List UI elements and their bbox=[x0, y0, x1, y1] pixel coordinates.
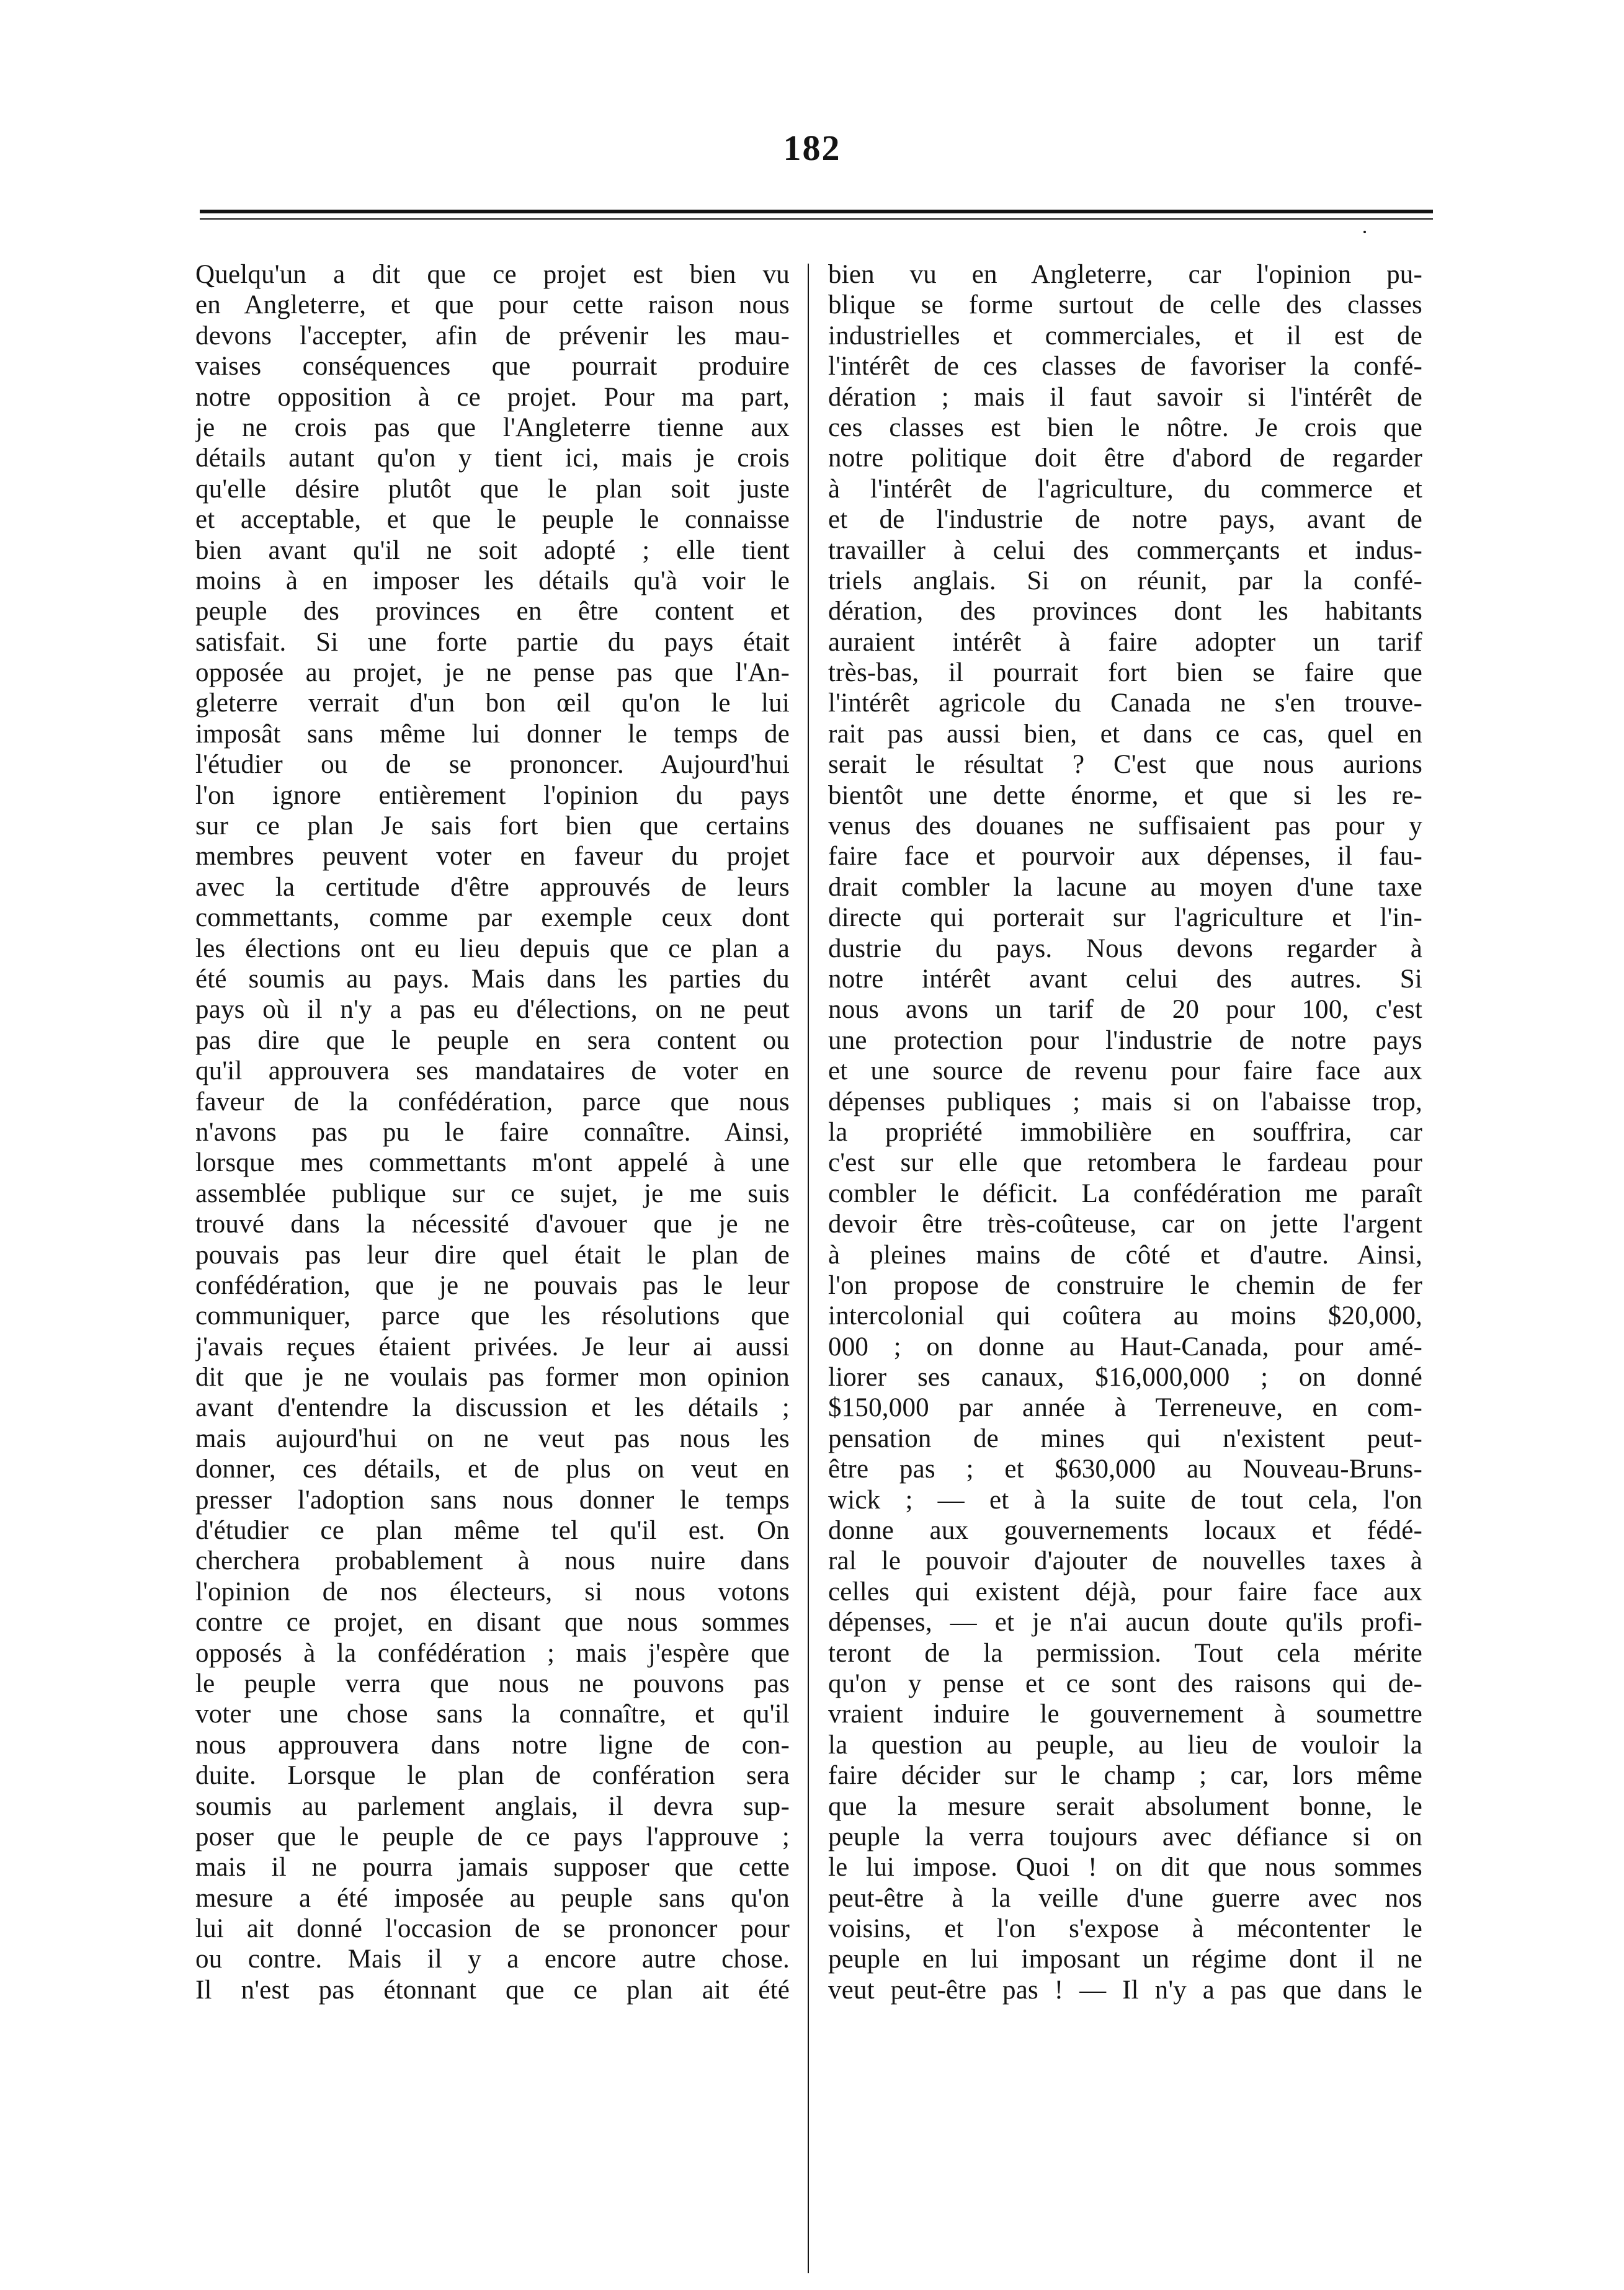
text-line: dit que je ne voulais pas former mon opinion bbox=[195, 1363, 790, 1392]
text-line: notre politique doit être d'abord de regarder bbox=[828, 443, 1422, 473]
text-line: imposât sans même lui donner le temps de bbox=[195, 719, 790, 749]
text-line: membres peuvent voter en faveur du projet bbox=[195, 842, 790, 871]
text-line: dération, des provinces dont les habitants bbox=[828, 597, 1422, 626]
text-line: donner, ces détails, et de plus on veut en bbox=[195, 1455, 790, 1484]
text-line: assemblée publique sur ce sujet, je me suis bbox=[195, 1178, 790, 1208]
text-line: avec la certitude d'être approuvés de leurs bbox=[195, 872, 790, 902]
text-line: pouvais pas leur dire quel était le plan de bbox=[195, 1240, 790, 1270]
text-line: bien avant qu'il ne soit adopté ; elle tient bbox=[195, 535, 790, 565]
text-line: industrielles et commerciales, et il est de bbox=[828, 321, 1422, 350]
text-line: et de l'industrie de notre pays, avant de bbox=[828, 505, 1422, 535]
text-line: opposés à la confédération ; mais j'espère que bbox=[195, 1638, 790, 1668]
text-line: c'est sur elle que retombera le fardeau pour bbox=[828, 1148, 1422, 1178]
text-line: en Angleterre, et que pour cette raison nous bbox=[195, 290, 790, 320]
text-line: faire décider sur le champ ; car, lors même bbox=[828, 1761, 1422, 1791]
text-line: commettants, comme par exemple ceux dont bbox=[195, 903, 790, 933]
text-line: j'avais reçues étaient privées. Je leur ai aussi bbox=[195, 1332, 790, 1361]
text-line: je ne crois pas que l'Angleterre tienne aux bbox=[195, 412, 790, 442]
text-line: auraient intérêt à faire adopter un tarif bbox=[828, 627, 1422, 657]
text-line: communiquer, parce que les résolutions que bbox=[195, 1301, 790, 1331]
text-line: été soumis au pays. Mais dans les parties du bbox=[195, 964, 790, 994]
text-line: le peuple verra que nous ne pouvons pas bbox=[195, 1668, 790, 1698]
text-line: notre opposition à ce projet. Pour ma part, bbox=[195, 382, 790, 412]
text-line: pensation de mines qui n'existent peut- bbox=[828, 1423, 1422, 1453]
text-line: $150,000 par année à Terreneuve, en com- bbox=[828, 1393, 1422, 1423]
text-line: bien vu en Angleterre, car l'opinion pu- bbox=[828, 260, 1422, 289]
text-line: le lui impose. Quoi ! on dit que nous sommes bbox=[828, 1853, 1422, 1882]
text-line: dération ; mais il faut savoir si l'intérêt de bbox=[828, 382, 1422, 412]
text-line: opposée au projet, je ne pense pas que l'An- bbox=[195, 658, 790, 688]
text-line: ral le pouvoir d'ajouter de nouvelles taxes à bbox=[828, 1546, 1422, 1576]
text-line: voter une chose sans la connaître, et qu'il bbox=[195, 1700, 790, 1729]
text-line: veut peut-être pas ! — Il n'y a pas que dans le bbox=[828, 1975, 1422, 2005]
text-line: directe qui porterait sur l'agriculture et l'in- bbox=[828, 903, 1422, 933]
text-line: l'étudier ou de se prononcer. Aujourd'hui bbox=[195, 750, 790, 780]
text-line: serait le résultat ? C'est que nous aurions bbox=[828, 750, 1422, 780]
text-line: la question au peuple, au lieu de vouloir la bbox=[828, 1730, 1422, 1760]
header-mark bbox=[1363, 231, 1366, 233]
text-line: satisfait. Si une forte partie du pays était bbox=[195, 627, 790, 657]
text-line: dépenses, — et je n'ai aucun doute qu'ils profi- bbox=[828, 1608, 1422, 1637]
text-line: qu'on y pense et ce sont des raisons qui de- bbox=[828, 1668, 1422, 1698]
text-line: pays où il n'y a pas eu d'élections, on ne peut bbox=[195, 995, 790, 1025]
header-rule-thin bbox=[200, 218, 1433, 220]
text-line: qu'il approuvera ses mandataires de voter en bbox=[195, 1056, 790, 1086]
text-line: détails autant qu'on y tient ici, mais je crois bbox=[195, 443, 790, 473]
column-divider bbox=[808, 264, 809, 2273]
text-line: voisins, et l'on s'expose à mécontenter le bbox=[828, 1914, 1422, 1944]
text-line: lui ait donné l'occasion de se prononcer pour bbox=[195, 1914, 790, 1944]
text-line: d'étudier ce plan même tel qu'il est. On bbox=[195, 1516, 790, 1546]
text-line: dépenses publiques ; mais si on l'abaisse trop, bbox=[828, 1087, 1422, 1116]
text-line: faveur de la confédération, parce que nous bbox=[195, 1087, 790, 1116]
text-line: cherchera probablement à nous nuire dans bbox=[195, 1546, 790, 1576]
text-line: celles qui existent déjà, pour faire face aux bbox=[828, 1577, 1422, 1606]
text-line: l'on propose de construire le chemin de fer bbox=[828, 1270, 1422, 1300]
text-line: l'intérêt agricole du Canada ne s'en trouve- bbox=[828, 688, 1422, 718]
text-line: soumis au parlement anglais, il devra sup- bbox=[195, 1791, 790, 1821]
text-line: travailler à celui des commerçants et indus- bbox=[828, 535, 1422, 565]
text-line: et acceptable, et que le peuple le connaisse bbox=[195, 505, 790, 535]
text-line: nous approuvera dans notre ligne de con- bbox=[195, 1730, 790, 1760]
text-line: trouvé dans la nécessité d'avouer que je ne bbox=[195, 1210, 790, 1239]
text-line: Il n'est pas étonnant que ce plan ait été bbox=[195, 1975, 790, 2005]
header-rule-thick bbox=[200, 210, 1433, 213]
text-line: venus des douanes ne suffisaient pas pour y bbox=[828, 811, 1422, 841]
text-line: et une source de revenu pour faire face aux bbox=[828, 1056, 1422, 1086]
text-line: mesure a été imposée au peuple sans qu'on bbox=[195, 1883, 790, 1913]
text-line: ou contre. Mais il y a encore autre chose. bbox=[195, 1945, 790, 1974]
text-line: n'avons pas pu le faire connaître. Ainsi, bbox=[195, 1117, 790, 1147]
text-line: duite. Lorsque le plan de confération sera bbox=[195, 1761, 790, 1791]
text-line: l'on ignore entièrement l'opinion du pays bbox=[195, 780, 790, 810]
text-line: bientôt une dette énorme, et que si les re- bbox=[828, 780, 1422, 810]
text-line: drait combler la lacune au moyen d'une taxe bbox=[828, 872, 1422, 902]
text-line: confédération, que je ne pouvais pas le leur bbox=[195, 1270, 790, 1300]
text-line: peuple des provinces en être content et bbox=[195, 597, 790, 626]
text-line: rait pas aussi bien, et dans ce cas, quel en bbox=[828, 719, 1422, 749]
text-line: sur ce plan Je sais fort bien que certains bbox=[195, 811, 790, 841]
text-line: qu'elle désire plutôt que le plan soit juste bbox=[195, 474, 790, 504]
text-line: ces classes est bien le nôtre. Je crois que bbox=[828, 412, 1422, 442]
text-line: notre intérêt avant celui des autres. Si bbox=[828, 964, 1422, 994]
text-line: moins à en imposer les détails qu'à voir le bbox=[195, 566, 790, 595]
text-line: peuple la verra toujours avec défiance si on bbox=[828, 1822, 1422, 1851]
right-column bbox=[828, 259, 1422, 2005]
left-column bbox=[195, 259, 790, 2005]
text-line: presser l'adoption sans nous donner le temps bbox=[195, 1485, 790, 1515]
text-line: faire face et pourvoir aux dépenses, il fau- bbox=[828, 842, 1422, 871]
text-line: à l'intérêt de l'agriculture, du commerce et bbox=[828, 474, 1422, 504]
text-line: blique se forme surtout de celle des classes bbox=[828, 290, 1422, 320]
text-line: gleterre verrait d'un bon œil qu'on le lui bbox=[195, 688, 790, 718]
text-line: wick ; — et à la suite de tout cela, l'on bbox=[828, 1485, 1422, 1515]
text-line: 000 ; on donne au Haut-Canada, pour amé- bbox=[828, 1332, 1422, 1361]
text-line: devons l'accepter, afin de prévenir les mau- bbox=[195, 321, 790, 350]
text-line: donne aux gouvernements locaux et fédé- bbox=[828, 1516, 1422, 1546]
text-line: vraient induire le gouvernement à soumettre bbox=[828, 1700, 1422, 1729]
text-line: l'intérêt de ces classes de favoriser la confé- bbox=[828, 352, 1422, 381]
text-line: mais il ne pourra jamais supposer que cette bbox=[195, 1853, 790, 1882]
text-line: teront de la permission. Tout cela mérite bbox=[828, 1638, 1422, 1668]
text-line: pas dire que le peuple en sera content ou bbox=[195, 1025, 790, 1055]
text-line: avant d'entendre la discussion et les détails ; bbox=[195, 1393, 790, 1423]
text-line: devoir être très-coûteuse, car on jette l'argent bbox=[828, 1210, 1422, 1239]
text-line: intercolonial qui coûtera au moins $20,000, bbox=[828, 1301, 1422, 1331]
text-line: poser que le peuple de ce pays l'approuve ; bbox=[195, 1822, 790, 1851]
text-line: peut-être à la veille d'une guerre avec nos bbox=[828, 1883, 1422, 1913]
text-line: mais aujourd'hui on ne veut pas nous les bbox=[195, 1423, 790, 1453]
text-line: lorsque mes commettants m'ont appelé à une bbox=[195, 1148, 790, 1178]
text-line: une protection pour l'industrie de notre pays bbox=[828, 1025, 1422, 1055]
text-line: triels anglais. Si on réunit, par la confé- bbox=[828, 566, 1422, 595]
page-number: 182 bbox=[783, 128, 841, 168]
text-line: très-bas, il pourrait fort bien se faire que bbox=[828, 658, 1422, 688]
text-line: contre ce projet, en disant que nous sommes bbox=[195, 1608, 790, 1637]
text-line: l'opinion de nos électeurs, si nous votons bbox=[195, 1577, 790, 1606]
text-line: liorer ses canaux, $16,000,000 ; on donné bbox=[828, 1363, 1422, 1392]
text-line: la propriété immobilière en souffrira, car bbox=[828, 1117, 1422, 1147]
text-line: peuple en lui imposant un régime dont il ne bbox=[828, 1945, 1422, 1974]
text-line: Quelqu'un a dit que ce projet est bien vu bbox=[195, 260, 790, 289]
text-line: que la mesure serait absolument bonne, le bbox=[828, 1791, 1422, 1821]
text-line: être pas ; et $630,000 au Nouveau-Bruns- bbox=[828, 1455, 1422, 1484]
text-line: les élections ont eu lieu depuis que ce plan a bbox=[195, 933, 790, 963]
text-line: dustrie du pays. Nous devons regarder à bbox=[828, 933, 1422, 963]
text-line: combler le déficit. La confédération me paraît bbox=[828, 1178, 1422, 1208]
text-line: nous avons un tarif de 20 pour 100, c'est bbox=[828, 995, 1422, 1025]
text-line: vaises conséquences que pourrait produire bbox=[195, 352, 790, 381]
text-line: à pleines mains de côté et d'autre. Ainsi, bbox=[828, 1240, 1422, 1270]
